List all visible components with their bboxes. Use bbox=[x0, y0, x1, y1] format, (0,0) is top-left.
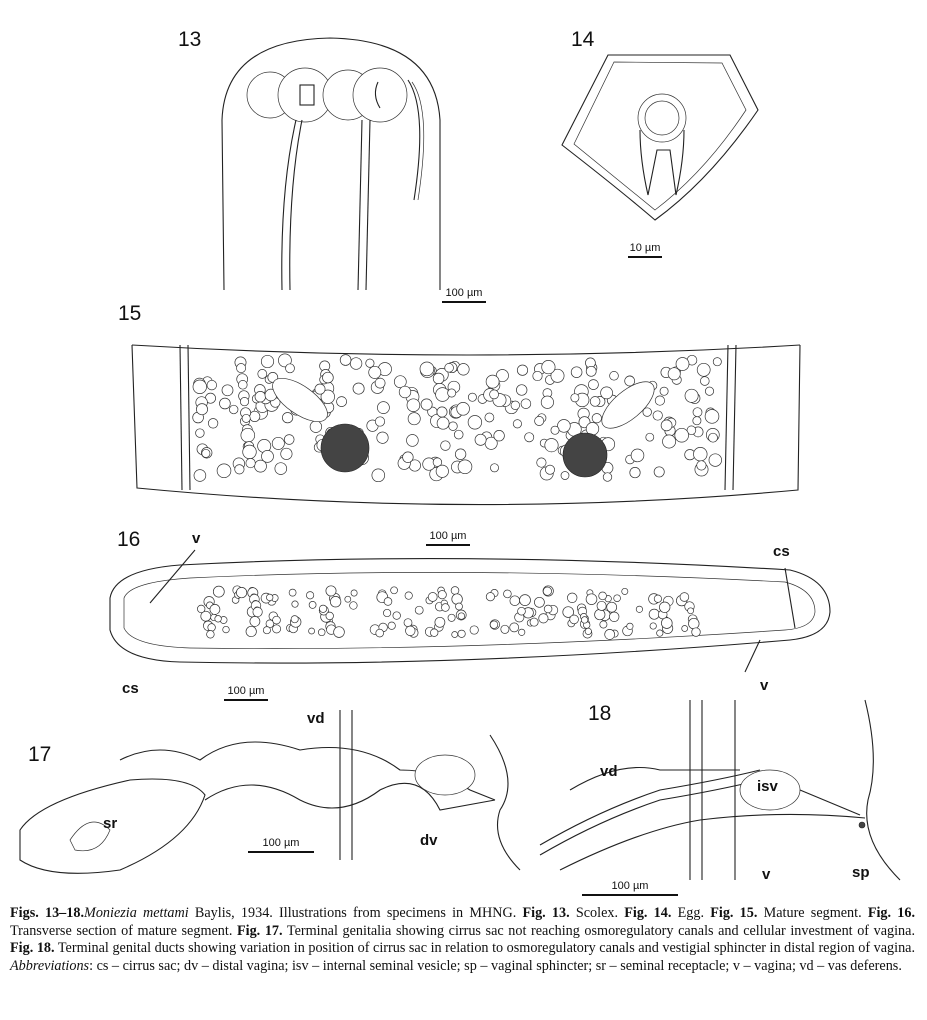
fig15-cell bbox=[449, 422, 458, 431]
fig18-ducts-drawing bbox=[540, 700, 900, 880]
fig16-cell bbox=[376, 629, 384, 637]
fig15-gonad-cells bbox=[193, 354, 722, 482]
fig15-cell bbox=[571, 367, 582, 378]
fig15-cell bbox=[275, 463, 287, 475]
fig15-cell bbox=[700, 377, 709, 386]
fig15-cell bbox=[516, 385, 527, 396]
caption-fig14-label: Fig. 14. bbox=[624, 905, 672, 921]
fig15-cell bbox=[403, 452, 414, 463]
fig15-cell bbox=[193, 380, 207, 394]
fig15-cell bbox=[436, 465, 448, 477]
fig15-cell bbox=[437, 417, 449, 429]
fig16-cell bbox=[197, 605, 205, 613]
fig16-cell bbox=[605, 629, 615, 639]
fig16-cell bbox=[539, 614, 548, 623]
fig15-cell bbox=[468, 416, 482, 430]
caption-intro: Baylis, 1934. Illustrations from specimens in MHNG. bbox=[188, 905, 523, 921]
fig13-number: 13 bbox=[178, 28, 202, 51]
fig15-cell bbox=[353, 383, 364, 394]
fig17-label-sr: sr bbox=[103, 815, 118, 832]
fig16-cell bbox=[223, 626, 230, 633]
fig15-cell bbox=[603, 473, 612, 482]
fig16-number: 16 bbox=[117, 528, 141, 551]
fig13-scale-bar bbox=[440, 287, 488, 303]
fig16-label-cs-right: cs bbox=[773, 543, 790, 560]
fig15-cell bbox=[551, 426, 559, 434]
fig15-cell bbox=[207, 380, 217, 390]
fig15-cell bbox=[310, 421, 322, 433]
fig15-cell bbox=[375, 378, 385, 388]
fig15-cell bbox=[243, 445, 257, 459]
caption-fig18-label: Fig. 18. bbox=[10, 940, 55, 957]
fig15-cell bbox=[541, 396, 553, 408]
fig16-cell bbox=[458, 630, 465, 637]
fig16-cell bbox=[581, 617, 588, 624]
caption-fig13-text: Scolex. bbox=[569, 905, 625, 921]
fig16-cell bbox=[452, 632, 458, 638]
fig15-cell bbox=[610, 371, 619, 380]
caption-fig16-label: Fig. 16. bbox=[867, 905, 916, 921]
fig16-cell bbox=[490, 621, 498, 629]
fig16-cell bbox=[210, 604, 220, 614]
fig16-section-drawing bbox=[110, 550, 830, 672]
fig16-cell bbox=[207, 631, 215, 639]
fig15-cell bbox=[571, 394, 579, 402]
fig16-cell bbox=[326, 612, 334, 620]
fig15-cell bbox=[455, 449, 466, 460]
fig15-cell bbox=[490, 464, 498, 472]
fig16-cell bbox=[309, 628, 315, 634]
fig16-cell bbox=[289, 589, 296, 596]
fig15-cell bbox=[485, 413, 494, 422]
fig16-cell bbox=[415, 606, 423, 614]
fig15-cell bbox=[282, 413, 292, 423]
fig16-cell bbox=[306, 592, 313, 599]
fig15-cell bbox=[517, 365, 527, 375]
fig16-cell bbox=[622, 588, 628, 594]
fig16-cell bbox=[351, 590, 357, 596]
fig15-cell bbox=[660, 387, 668, 395]
fig15-cell bbox=[537, 458, 546, 467]
fig16-cell bbox=[334, 627, 345, 638]
fig16-cell bbox=[250, 616, 260, 626]
caption-fig13-label: Fig. 13. bbox=[522, 905, 570, 921]
fig15-cell bbox=[445, 363, 454, 372]
fig15-cell bbox=[272, 437, 284, 449]
fig16-cell bbox=[428, 593, 437, 602]
fig15-cell bbox=[222, 385, 233, 396]
fig15-cell bbox=[705, 410, 719, 424]
fig15-cell bbox=[697, 461, 706, 470]
fig15-cell bbox=[262, 450, 274, 462]
fig15-cell bbox=[561, 472, 569, 480]
fig15-cell bbox=[194, 470, 206, 482]
fig15-cell bbox=[255, 391, 266, 402]
fig16-cells bbox=[197, 586, 700, 640]
fig16-cell bbox=[586, 594, 597, 605]
fig16-cell bbox=[452, 594, 463, 605]
fig15-cell bbox=[235, 465, 244, 474]
fig15-cell bbox=[281, 448, 292, 459]
fig16-cell bbox=[597, 601, 606, 610]
fig15-cell bbox=[668, 368, 680, 380]
fig18-label-isv: isv bbox=[757, 778, 778, 795]
fig15-cell bbox=[663, 435, 676, 448]
fig16-label-v-left: v bbox=[192, 530, 201, 547]
fig15-cell bbox=[545, 439, 558, 452]
fig15-cell bbox=[261, 355, 273, 367]
fig16-scale-label: 100 µm bbox=[227, 685, 265, 697]
fig16-cell bbox=[682, 626, 688, 632]
caption-fig15-text: Mature segment. bbox=[757, 905, 868, 921]
caption-fig15-label: Fig. 15. bbox=[710, 905, 758, 921]
fig15-scale-bar bbox=[424, 530, 472, 546]
fig16-cell bbox=[530, 618, 538, 626]
fig15-cell bbox=[590, 397, 600, 407]
fig16-cell bbox=[451, 587, 459, 595]
fig16-cell bbox=[659, 602, 670, 613]
fig15-cell bbox=[337, 397, 347, 407]
caption-fig18-text: Terminal genital ducts showing variation in position of cirrus sac in relation to osmoregulatory canals and vestigial sphincter in distal region of vagina. bbox=[54, 940, 916, 957]
fig15-cell bbox=[448, 389, 456, 397]
fig16-cell bbox=[657, 630, 663, 636]
fig15-cell bbox=[676, 358, 689, 371]
fig15-cell bbox=[533, 371, 542, 380]
fig16-cell bbox=[544, 605, 552, 613]
fig16-cell bbox=[435, 617, 445, 627]
fig16-cell bbox=[600, 621, 607, 628]
fig15-cell bbox=[457, 402, 470, 415]
fig15-cell bbox=[475, 434, 486, 445]
fig15-cell bbox=[238, 380, 247, 389]
fig15-cell bbox=[486, 375, 499, 388]
fig16-scale-bar bbox=[222, 685, 270, 701]
fig16-cell bbox=[680, 593, 689, 602]
caption-abbreviations-text: : cs – cirrus sac; dv – distal vagina; isv – internal seminal vesicle; sp – vaginal sphincter; sr – seminal receptacle; v – vagina; vd – vas deferens. bbox=[89, 957, 902, 974]
fig16-cell bbox=[404, 619, 412, 627]
fig15-cell bbox=[441, 441, 451, 451]
fig15-cell bbox=[246, 458, 255, 467]
fig16-cell bbox=[661, 618, 672, 629]
fig15-cell bbox=[709, 433, 718, 442]
fig16-cell bbox=[510, 596, 520, 606]
fig16-cell bbox=[456, 603, 463, 610]
caption-fig16-text: Transverse section of mature segment. bbox=[10, 922, 237, 939]
fig15-cell bbox=[420, 362, 434, 376]
fig15-cell bbox=[196, 404, 207, 415]
fig15-cell bbox=[454, 430, 463, 439]
fig15-cell bbox=[468, 393, 476, 401]
fig15-cell bbox=[697, 363, 710, 376]
fig15-cell bbox=[525, 433, 534, 442]
fig18-scale-label: 100 µm bbox=[611, 880, 649, 892]
fig15-cell bbox=[196, 429, 205, 438]
fig16-cell bbox=[273, 616, 281, 624]
fig16-cell bbox=[458, 613, 465, 620]
fig15-cell bbox=[545, 465, 554, 474]
fig15-cell bbox=[242, 414, 250, 422]
fig16-cell bbox=[688, 608, 694, 614]
fig15-cell bbox=[694, 447, 708, 461]
fig16-cell bbox=[318, 629, 325, 636]
fig15-cell bbox=[542, 360, 555, 373]
fig16-cell bbox=[208, 624, 216, 632]
fig16-cell bbox=[543, 587, 551, 595]
caption-abbreviations-label: Abbreviations bbox=[10, 957, 90, 974]
fig18-label-v: v bbox=[762, 866, 771, 883]
fig16-cell bbox=[406, 626, 416, 636]
fig15-cell bbox=[366, 359, 374, 367]
fig16-cell bbox=[236, 587, 246, 597]
fig17-scale-bar bbox=[246, 837, 316, 853]
fig15-cell bbox=[399, 386, 411, 398]
fig16-cell bbox=[534, 597, 544, 607]
fig17-scale-label: 100 µm bbox=[262, 837, 300, 849]
fig15-cell bbox=[653, 411, 662, 420]
fig16-cell bbox=[383, 609, 390, 616]
fig16-cell bbox=[570, 615, 579, 624]
fig16-cell bbox=[654, 595, 661, 602]
fig15-cell bbox=[625, 376, 635, 386]
fig15-cell bbox=[693, 408, 702, 417]
figure-caption bbox=[10, 905, 915, 975]
fig16-cell bbox=[291, 616, 298, 623]
fig15-cell bbox=[372, 469, 385, 482]
fig13-scale-label: 100 µm bbox=[445, 287, 483, 299]
fig16-cell bbox=[309, 601, 316, 608]
fig16-cell bbox=[388, 622, 395, 629]
fig16-cell bbox=[448, 614, 455, 621]
fig15-cell bbox=[250, 411, 260, 421]
fig18-number: 18 bbox=[588, 702, 612, 725]
fig15-cell bbox=[685, 389, 698, 402]
fig16-cell bbox=[405, 592, 412, 599]
fig16-cell bbox=[627, 623, 633, 629]
fig15-cell bbox=[535, 416, 544, 425]
fig15-cell bbox=[521, 399, 531, 409]
fig16-cell bbox=[263, 627, 270, 634]
fig16-cell bbox=[519, 629, 525, 635]
fig16-cell bbox=[215, 616, 222, 623]
fig15-cell bbox=[323, 372, 334, 383]
fig16-cell bbox=[636, 606, 642, 612]
fig18-label-vd: vd bbox=[600, 763, 618, 780]
fig16-cell bbox=[438, 591, 446, 599]
fig14-number: 14 bbox=[571, 28, 595, 51]
fig15-cell bbox=[592, 414, 601, 423]
fig15-cell bbox=[237, 364, 246, 373]
fig15-cell bbox=[433, 373, 444, 384]
fig15-cell bbox=[375, 417, 384, 426]
fig13-scolex-drawing bbox=[222, 38, 440, 290]
fig16-cell bbox=[518, 607, 526, 615]
fig15-cell bbox=[630, 467, 640, 477]
fig15-cell bbox=[407, 399, 420, 412]
fig15-cell bbox=[369, 366, 381, 378]
fig15-cell bbox=[377, 432, 388, 443]
caption-fig17-label: Fig. 17. bbox=[236, 922, 283, 939]
fig16-cell bbox=[430, 629, 438, 637]
fig16-label-cs-left: cs bbox=[122, 680, 139, 697]
fig15-cell bbox=[713, 358, 721, 366]
fig16-cell bbox=[649, 609, 659, 619]
fig16-cell bbox=[246, 626, 256, 636]
fig16-cell bbox=[253, 607, 262, 616]
fig14-egg-drawing bbox=[562, 55, 758, 220]
fig16-cell bbox=[689, 618, 700, 629]
fig16-cell bbox=[585, 628, 591, 634]
fig15-cell bbox=[693, 417, 701, 425]
fig16-cell bbox=[650, 623, 656, 629]
fig15-cell bbox=[229, 405, 238, 414]
fig16-cell bbox=[213, 586, 224, 597]
fig15-cell bbox=[437, 407, 447, 417]
fig16-cell bbox=[501, 625, 509, 633]
fig15-cell bbox=[408, 413, 420, 425]
fig17-label-vd: vd bbox=[307, 710, 325, 727]
fig15-cell bbox=[705, 387, 713, 395]
fig15-cell bbox=[240, 397, 248, 405]
caption-fig14-text: Egg. bbox=[671, 905, 711, 921]
fig16-cell bbox=[393, 612, 401, 620]
fig15-cell bbox=[490, 390, 499, 399]
fig15-cell bbox=[421, 399, 432, 410]
fig15-cell bbox=[458, 364, 470, 376]
fig16-cell bbox=[266, 594, 273, 601]
fig16-cell bbox=[520, 595, 531, 606]
fig15-segment-drawing bbox=[132, 345, 800, 505]
fig15-cell bbox=[241, 428, 255, 442]
fig15-cell bbox=[377, 402, 389, 414]
fig15-cell bbox=[202, 449, 210, 457]
fig15-cell bbox=[208, 419, 218, 429]
fig16-cell bbox=[470, 626, 478, 634]
fig15-cell bbox=[511, 401, 520, 410]
fig15-number: 15 bbox=[118, 302, 142, 325]
fig15-cell bbox=[631, 449, 644, 462]
fig15-cell bbox=[655, 396, 664, 405]
fig15-cell bbox=[494, 430, 505, 441]
fig17-label-dv: dv bbox=[420, 832, 438, 849]
fig16-cell bbox=[384, 598, 392, 606]
fig15-cell bbox=[675, 428, 689, 442]
caption-lead-figs: Figs. 13–18. bbox=[10, 905, 84, 921]
fig15-scale-label: 100 µm bbox=[429, 530, 467, 542]
fig16-cell bbox=[350, 602, 358, 610]
fig15-cell bbox=[340, 355, 351, 366]
fig17-number: 17 bbox=[28, 743, 52, 766]
fig16-cell bbox=[442, 604, 450, 612]
fig15-cell bbox=[315, 384, 325, 394]
fig15-cell bbox=[284, 435, 294, 445]
fig16-label-v-right: v bbox=[760, 677, 769, 694]
fig15-cell bbox=[709, 454, 722, 467]
fig16-cell bbox=[609, 612, 619, 622]
fig15-cell bbox=[407, 435, 419, 447]
fig16-cell bbox=[326, 586, 336, 596]
fig16-cell bbox=[486, 593, 494, 601]
fig15-cell bbox=[586, 366, 596, 376]
fig15-cell bbox=[513, 420, 521, 428]
fig15-cell bbox=[601, 387, 613, 399]
fig16-cell bbox=[504, 590, 512, 598]
fig16-cell bbox=[319, 605, 326, 612]
fig15-cell bbox=[646, 433, 654, 441]
fig15-cell bbox=[258, 369, 267, 378]
fig16-cell bbox=[692, 628, 701, 637]
fig15-cell bbox=[458, 460, 472, 474]
fig16-cell bbox=[273, 625, 281, 633]
fig16-cell bbox=[345, 596, 351, 602]
fig14-scale-label: 10 µm bbox=[629, 242, 661, 254]
fig15-cell bbox=[217, 464, 231, 478]
fig16-cell bbox=[330, 596, 341, 607]
fig16-cell bbox=[595, 609, 605, 619]
fig14-scale-bar bbox=[625, 242, 665, 258]
fig15-cell bbox=[220, 398, 231, 409]
fig15-cell bbox=[350, 358, 362, 370]
fig15-cell bbox=[654, 467, 664, 477]
fig15-cell bbox=[588, 380, 598, 390]
fig16-cell bbox=[510, 623, 519, 632]
fig15-cell bbox=[436, 388, 450, 402]
caption-fig17-text: Terminal genitalia showing cirrus sac not reaching osmoregulatory canals and cellular investment of vagina. bbox=[282, 922, 915, 939]
fig16-cell bbox=[391, 587, 398, 594]
fig16-cell bbox=[614, 595, 621, 602]
fig18-scale-bar bbox=[580, 880, 680, 896]
fig15-cell bbox=[661, 420, 672, 431]
caption-species: Moniezia mettami bbox=[84, 905, 189, 921]
fig18-label-sp: sp bbox=[852, 864, 870, 881]
fig16-cell bbox=[292, 601, 298, 607]
fig16-cell bbox=[599, 592, 607, 600]
fig15-cell bbox=[286, 364, 295, 373]
fig16-cell bbox=[567, 593, 577, 603]
